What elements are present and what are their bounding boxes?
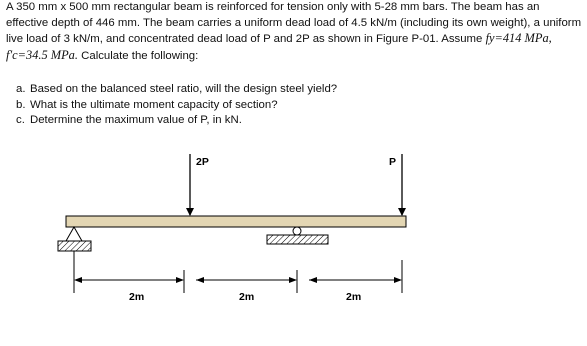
material-properties: fy=414 MPa, f′c=34.5 MPa. (6, 31, 552, 62)
load-p-label: P (389, 156, 397, 168)
problem-statement (6, 0, 584, 64)
pin-support (58, 227, 91, 251)
question-b-marker: b. (16, 98, 26, 111)
problem-tail: Calculate the following: (77, 49, 199, 62)
beam (66, 216, 406, 227)
beam-figure (0, 140, 587, 341)
span-2-label: 2m (239, 291, 255, 303)
load-2p-label: 2P (196, 156, 209, 168)
question-c-marker: c. (16, 114, 25, 127)
dimension-line (74, 251, 402, 303)
span-1-label: 2m (129, 291, 145, 303)
question-b-text: What is the ultimate moment capacity of section? (30, 98, 278, 111)
question-c-text: Determine the maximum value of P, in kN. (30, 114, 242, 127)
question-a-text: Based on the balanced steel ratio, will the design steel yield? (30, 83, 338, 95)
question-c (16, 113, 556, 129)
load-p (389, 154, 402, 215)
span-3-label: 2m (346, 291, 362, 303)
beam-diagram (0, 140, 587, 341)
question-a-marker: a. (16, 83, 26, 95)
load-2p (190, 154, 209, 215)
question-b (16, 98, 556, 114)
problem-intro: A 350 mm x 500 mm rectangular beam is reinforced for tension only with 5-28 mm bars. The beam has an effective depth of 446 mm. The beam carries a uniform dead load of 4.5 kN/m (including its own weight), a uniform live load of 3 kN/m, and concentrated dead load of P and 2P as shown in Figure P-01. Assume (6, 1, 582, 46)
roller-support (267, 227, 328, 244)
question-list (16, 82, 556, 129)
question-a (16, 82, 556, 98)
